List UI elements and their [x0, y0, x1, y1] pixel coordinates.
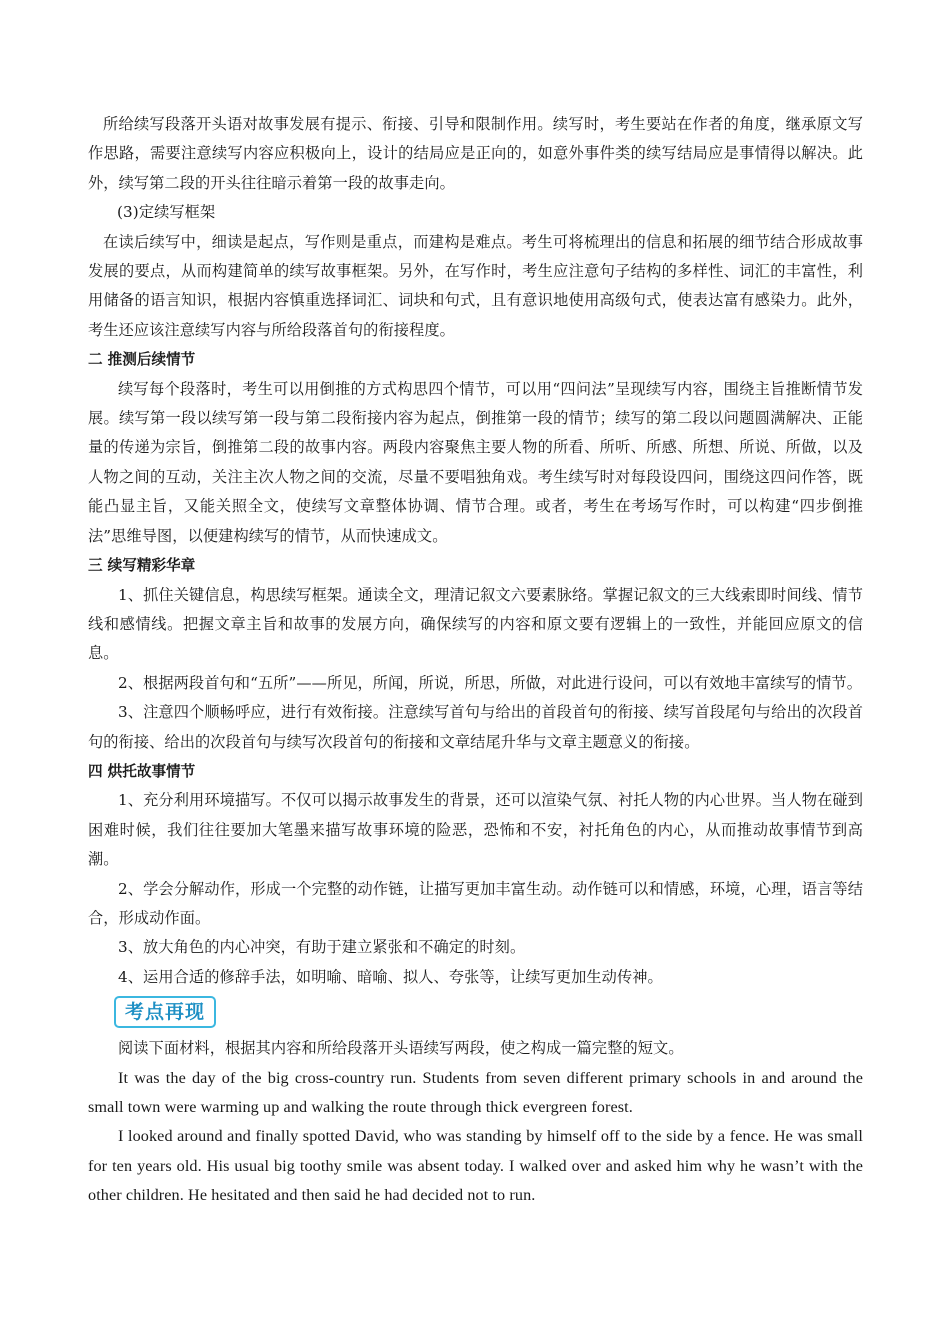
subheading-frame: (3)定续写框架 — [117, 203, 216, 222]
section4-item: 4、运用合适的修辞手法，如明喻、暗喻、拟人、夸张等，让续写更加生动传神。 — [118, 967, 663, 986]
section2-paragraph: 续写每个段落时，考生可以用倒推的方式构思四个情节，可以用“四问法”呈现续写内容，围绕主旨推断情节发展。续写第一段以续写第一段与第二段衔接内容为起点，倒推第一段的情节；续写的第二段以问题圆满解决、正能量的传递为宗旨，倒推第二段的故事内容。两段内容聚焦主要人物的所看、所听、所感、所想、所说、所做，以及人物之间的互动，关注主次人物之间的交流，尽量不要唱独角戏。考生续写时对每段设四问，围绕这四问作答，既能凸显主旨，又能关照全文，使续写文章整体协调、情节合理。或者，考生在考场写作时，可以构建“四步倒推法”思维导图，以便建构续写的情节，从而快速成文。 — [88, 379, 863, 545]
section4-item: 2、学会分解动作，形成一个完整的动作链，让描写更加丰富生动。动作链可以和情感，环境，心理，语言等结合，形成动作面。 — [88, 879, 863, 927]
section3-item: 1、抓住关键信息，构思续写框架。通读全文，理清记叙文六要素脉络。掌握记叙文的三大线索即时间线、情节线和感情线。把握文章主旨和故事的发展方向，确保续写的内容和原文要有逻辑上的一致性，并能回应原文的信息。 — [88, 585, 863, 663]
section3-item: 3、注意四个顺畅呼应，进行有效衔接。注意续写首句与给出的首段首句的衔接、续写首段尾句与给出的次段首句的衔接、给出的次段首句与续写次段首句的衔接和文章结尾升华与文章主题意义的衔接。 — [88, 703, 863, 751]
exam-point-badge — [114, 996, 216, 1028]
document-page — [88, 110, 863, 1211]
section3-item: 2、根据两段首句和“五所”——所见，所闻，所说，所思，所做，对此进行设问，可以有效地丰富续写的情节。 — [118, 673, 863, 692]
section-heading-2: 二 推测后续情节 — [88, 351, 196, 369]
intro-paragraph: 所给续写段落开头语对故事发展有提示、衔接、引导和限制作用。续写时，考生要站在作者的角度，继承原文写作思路，需要注意续写内容应积极向上，设计的结局应是正向的，如意外事件类的续写结局应是事情得以解决。此外，续写第二段的开头往往暗示着第一段的故事走向。 — [88, 115, 863, 192]
exercise-instruction: 阅读下面材料，根据其内容和所给段落开头语续写两段，使之构成一篇完整的短文。 — [118, 1039, 684, 1058]
section-heading-3: 三 续写精彩华章 — [88, 557, 196, 575]
section-heading-4: 四 烘托故事情节 — [88, 762, 196, 780]
passage-paragraph: I looked around and finally spotted David, who was standing by himself off to the side by a fence. He was small for ten years old. His usual big toothy smile was absent today. I walked over and asked him why he wasn’t with the other children. He hesitated and then said he had decided not to run. — [88, 1127, 863, 1205]
exam-point-badge-row — [88, 992, 863, 1034]
section4-item: 3、放大角色的内心冲突，有助于建立紧张和不确定的时刻。 — [118, 938, 526, 957]
frame-paragraph: 在读后续写中，细读是起点，写作则是重点，而建构是难点。考生可将梳理出的信息和拓展的细节结合形成故事发展的要点，从而构建简单的续写故事框架。另外，在写作时，考生应注意句子结构的多样性、词汇的丰富性，利用储备的语言知识，根据内容慎重选择词汇、词块和句式，且有意识地使用高级句式，使表达富有感染力。此外，考生还应该注意续写内容与所给段落首句的衔接程度。 — [88, 232, 863, 339]
badge-label: 考点再现 — [124, 1001, 205, 1024]
section4-item: 1、充分利用环境描写。不仅可以揭示故事发生的背景，还可以渲染气氛、衬托人物的内心世界。当人物在碰到困难时候，我们往往要加大笔墨来描写故事环境的险恶，恐怖和不安，衬托角色的内心，从而推动故事情节到高潮。 — [88, 791, 863, 869]
passage-paragraph: It was the day of the big cross-country run. Students from seven different primary schools in and around the small town were warming up and walking the route through thick evergreen forest. — [88, 1068, 863, 1116]
